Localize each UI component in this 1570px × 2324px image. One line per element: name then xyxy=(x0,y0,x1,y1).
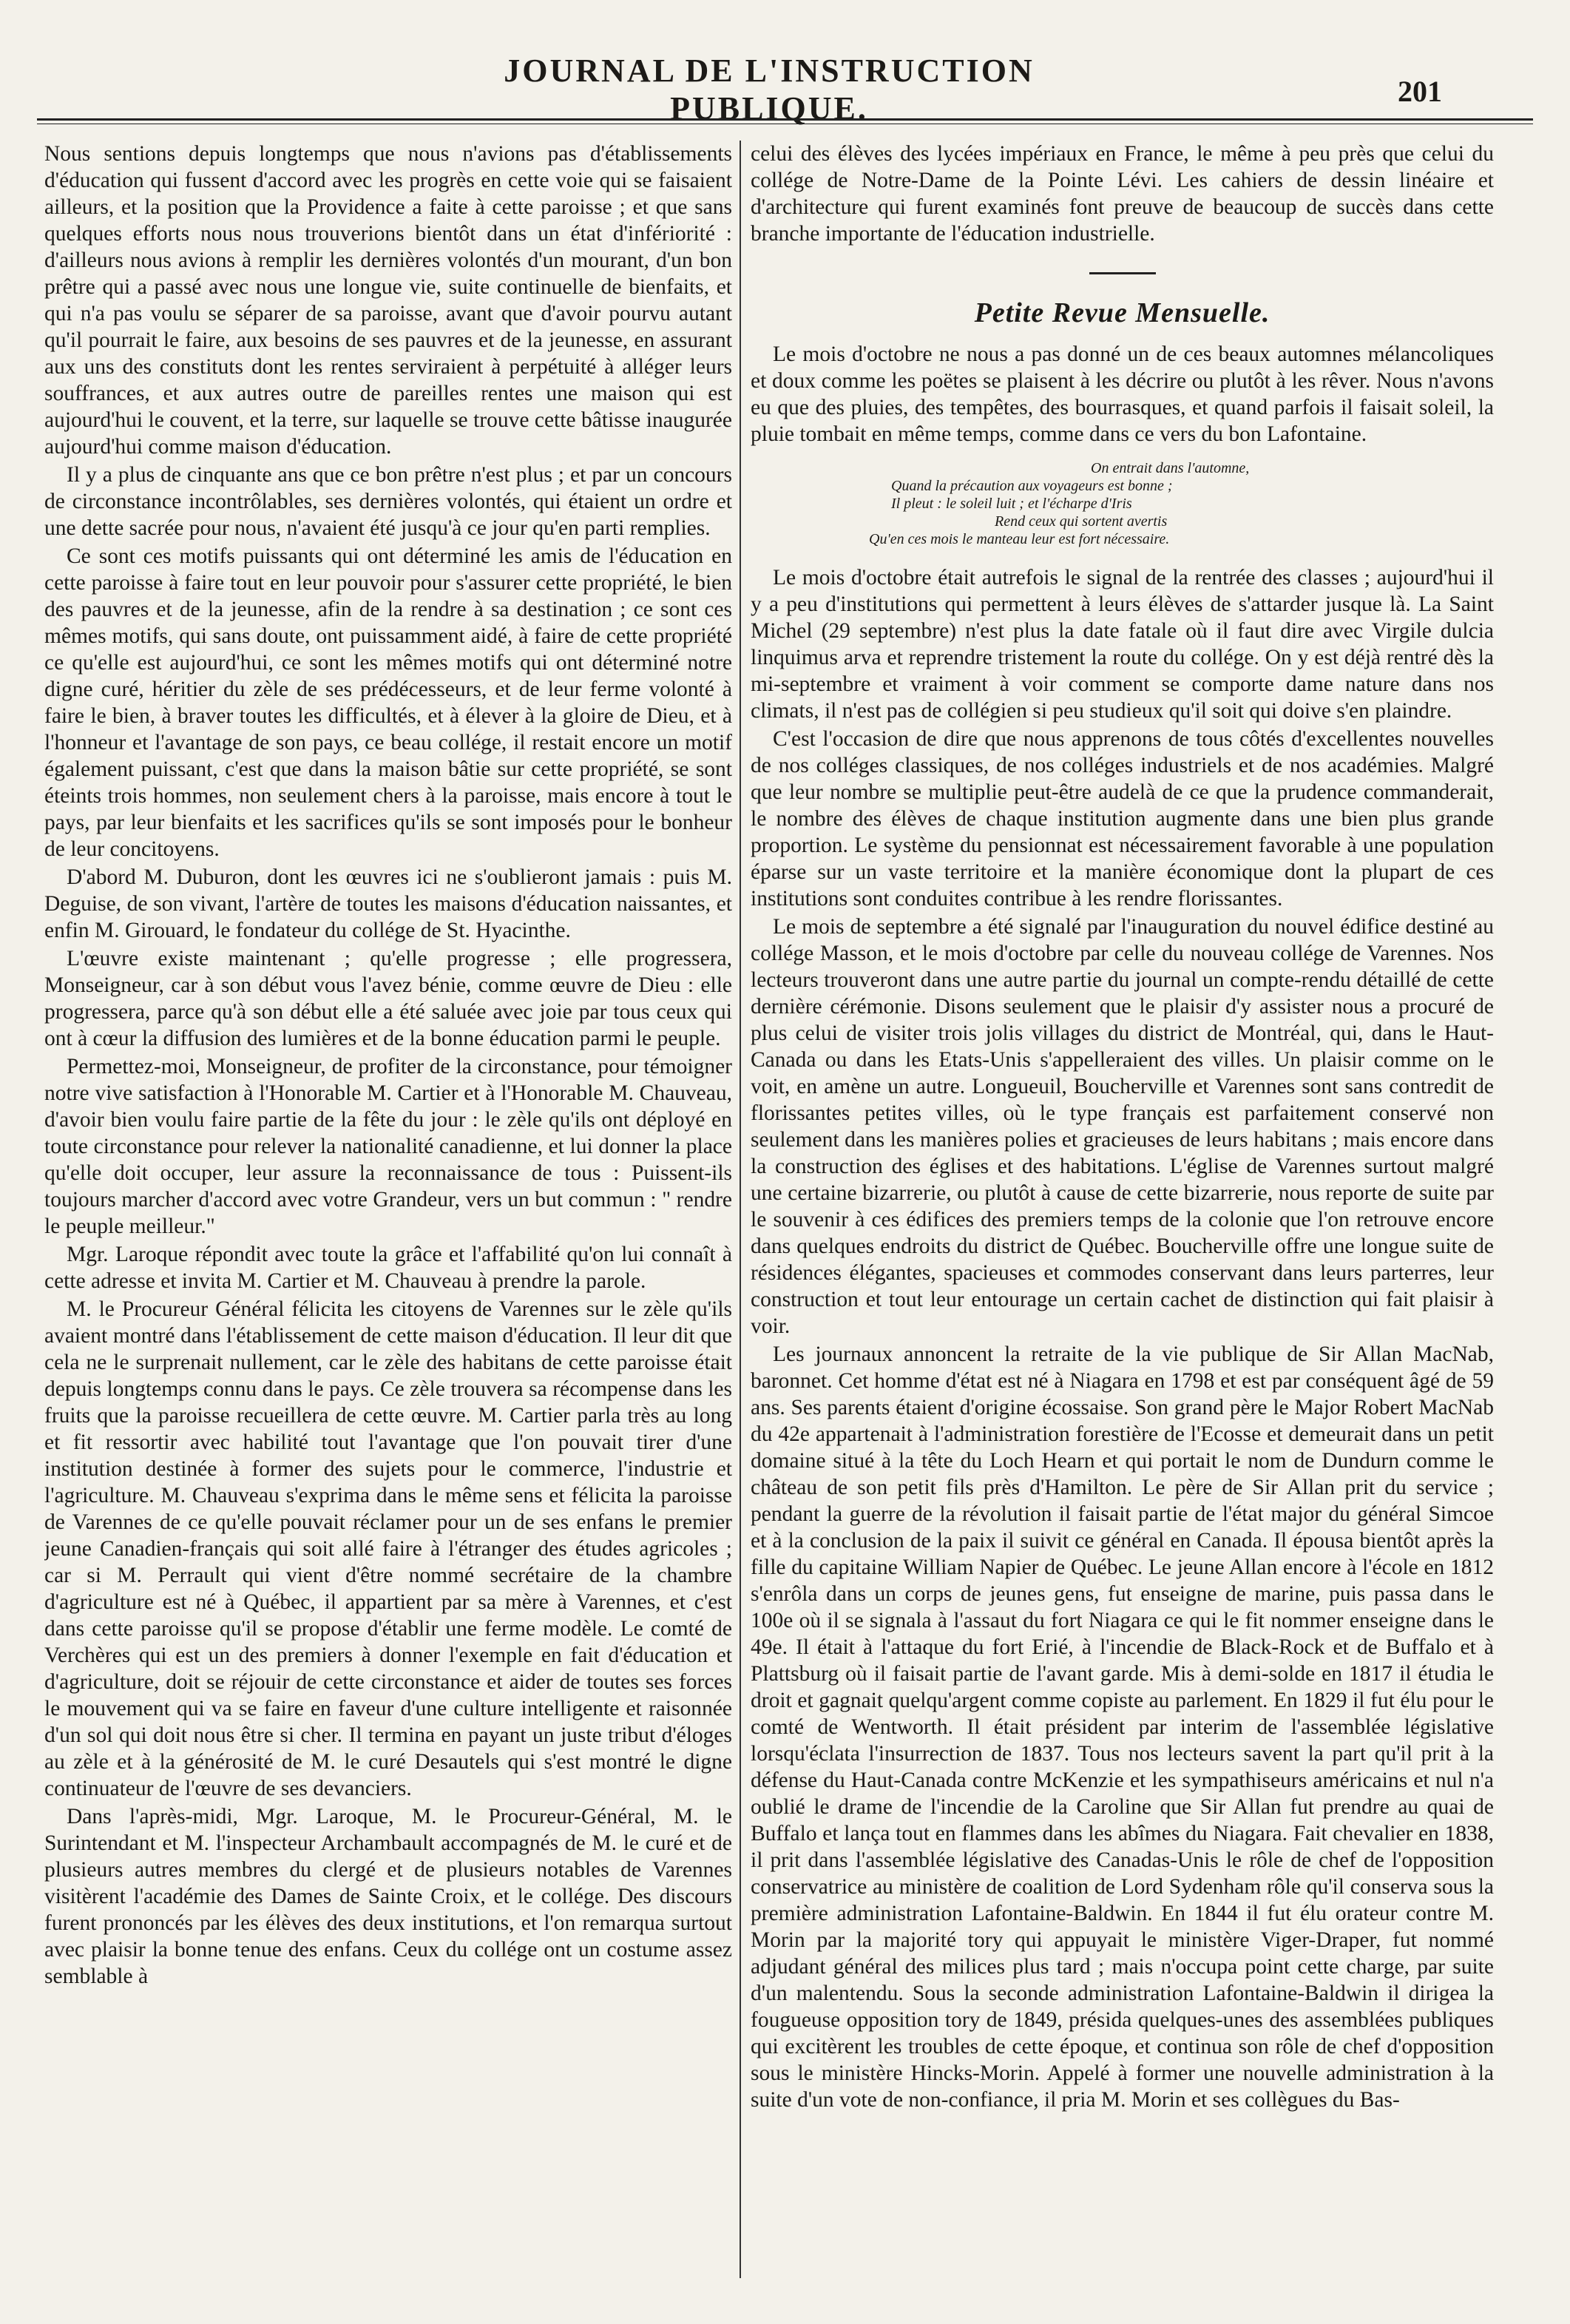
paragraph: celui des élèves des lycées impériaux en France, le même à peu près que celui du collége de Notre-Dame de la Pointe Lévi. Les cahiers de dessin linéaire et d'architecture qui furent examinés font preuve de beaucoup de succès dans cette branche importante de l'éducation industrielle. xyxy=(751,142,1494,246)
paragraph: Les journaux annoncent la retraite de la vie publique de Sir Allan MacNab, baronnet. Cet homme d'état est né à Niagara en 1798 et est par conséquent âgé de 59 ans. Ses parents étaient d'origine écossaise. Son grand père le Major Robert MacNab du 42e appartenait à l'administration forestière de l'Ecosse et demeurait dans un petit domaine situé à la tête du Loch Hearn et qui portait le nom de Dundurn comme le château de son petit fils près d'Hamilton. Le père de Sir Allan prit du service ; pendant la guerre de la révolution il faisait partie de l'état major du général Simcoe et à la conclusion de la paix il suivit ce général en Canada. Il épousa bientôt après la fille du capitaine William Napier de Québec. Le jeune Allan encore à l'école en 1812 s'enrôla dans un corps de jeunes gens, fut enseigne de marine, puis passa dans le 100e où il se signala à l'assaut du fort Niagara ce qui le fit nommer enseigne dans le 49e. Il était à l'attaque du fort Erié, à l'incendie de Black-Rock et de Buffalo et à Plattsburg où il faisait partie de l'avant garde. Mis à demi-solde en 1817 il étudia le droit et gagnait quelqu'argent comme copiste au parlement. En 1829 il fut élu pour le comté de Wentworth. Il était président par interim de l'assemblée législative lorsqu'éclata l'insurrection de 1837. Tous nos lecteurs savent la part qu'il prit à la défense du Haut-Canada contre McKenzie et les sympathiseurs américains et nul n'a oublié le drame de l'incendie de la Caroline que Sir Allan fut prendre au quai de Buffalo et lança tout en flammes dans les abîmes du Niagara. Fait chevalier en 1838, il prit dans l'assemblée législative des Canadas-Unis le rôle de chef de l'opposition conservatrice au ministère de coalition de Lord Sydenham rôle qu'il conserva sous la première administration Lafontaine-Baldwin. En 1844 il fut élu orateur contre M. Morin par la majorité tory qui appuyait le ministère Viger-Draper, fut nommé adjudant général des milices plus tard ; mais n'occupa point cette charge, par suite d'un malentendu. Sous la seconde administration Lafontaine-Baldwin il dirigea la fougueuse opposition tory de 1849, présida quelques-unes des assemblées publiques qui excitèrent les troubles de cette époque, et continua son rôle de chef d'opposition sous le ministère Hincks-Morin. Appelé à former une nouvelle administration à la suite d'un vote de non-confiance, il pria M. Morin et ses collègues du Bas- xyxy=(751,1342,1494,2112)
paragraph: Dans l'après-midi, Mgr. Laroque, M. le Procureur-Général, M. le Surintendant et M. l'inspecteur Archambault accompagnés de M. le curé et de plusieurs autres membres du clergé et de plusieurs notables de Varennes visitèrent l'académie des Dames de Sainte Croix, et le collége. Des discours furent prononcés par les élèves des deux institutions, et l'on remarqua surtout avec plaisir la bonne tenue des enfans. Ceux du collége ont un costume assez semblable à xyxy=(44,1805,732,1988)
header-rule xyxy=(37,118,1533,124)
right-column xyxy=(751,141,1494,2300)
paragraph: L'œuvre existe maintenant ; qu'elle progresse ; elle progressera, Monseigneur, car à son début vous l'avez bénie, comme œuvre de Dieu : elle progressera, parce qu'à son début elle a été saluée avec joie par tous ceux qui ont à cœur la diffusion des lumières et de la bonne éducation parmi le peuple. xyxy=(44,947,732,1050)
paragraph: D'abord M. Duburon, dont les œuvres ici ne s'oublieront jamais : puis M. Deguise, de son vivant, l'artère de toutes les maisons d'éducation naissantes, et enfin M. Girouard, le fondateur du collége de St. Hyacinthe. xyxy=(44,865,732,942)
left-column xyxy=(44,141,732,2300)
page-number: 201 xyxy=(1398,75,1442,108)
poem-line: On entrait dans l'automne, xyxy=(1091,460,1250,476)
running-title: JOURNAL DE L'INSTRUCTION PUBLIQUE. xyxy=(504,53,1035,126)
paragraph: Mgr. Laroque répondit avec toute la grâce et l'affabilité qu'on lui connaît à cette adresse et invita M. Cartier et M. Chauveau à prendre la parole. xyxy=(44,1243,732,1293)
poem-line: Qu'en ces mois le manteau leur est fort nécessaire. xyxy=(869,531,1170,547)
paragraph: Le mois d'octobre était autrefois le signal de la rentrée des classes ; aujourd'hui il y a peu d'institutions qui permettent à leurs élèves de s'attarder jusque là. La Saint Michel (29 septembre) n'est plus la date fatale où il faut dire avec Virgile dulcia linquimus arva et reprendre tristement la route du collége. On y est déjà rentré dès la mi-septembre et vraiment à voir comment se comporte dame nature dans nos climats, il n'est pas de collégien si peu studieux qu'il soit qui doive s'en plaindre. xyxy=(751,566,1494,723)
paragraph: Le mois de septembre a été signalé par l'inauguration du nouvel édifice destiné au collége Masson, et le mois d'octobre par celle du nouveau collége de Varennes. Nos lecteurs trouveront dans une autre partie du journal un compte-rendu détaillé de cette dernière cérémonie. Disons seulement que le plaisir d'y assister nous a procuré de plus celui de visiter trois jolis villages du district de Montréal, qui, dans le Haut-Canada ou dans les Etats-Unis s'appelleraient des villes. Un plaisir comme on le voit, en amène un autre. Longueuil, Boucherville et Varennes sont sans contredit de florissantes petites villes, où le type français est parfaitement conservé non seulement dans les manières polies et gracieuses de leurs habitans ; mais encore dans la construction des églises et des habitations. L'église de Varennes surtout malgré une certaine bizarrerie, ou plutôt à cause de cette bizarrerie, nous reporte de suite par le souvenir à ces édifices des premiers temps de la colonie que l'on retrouve encore dans quelques endroits du district de Québec. Boucherville offre une longue suite de résidences élégantes, spacieuses et commodes conservant dans leurs parterres, leur construction et tout leur entourage un certain cachet de distinction qui fait plaisir à voir. xyxy=(751,915,1494,1338)
section-divider xyxy=(1089,272,1156,274)
poem-line: Rend ceux qui sortent avertis xyxy=(995,513,1168,530)
poem-line: Quand la précaution aux voyageurs est bonne ; xyxy=(891,478,1173,494)
paragraph: C'est l'occasion de dire que nous apprenons de tous côtés d'excellentes nouvelles de nos colléges classiques, de nos colléges industriels et de nos académies. Malgré que leur nombre se multiplie peut-être audelà de ce que la prudence commanderait, le nombre des élèves de chaque institution augmente dans une bien plus grande proportion. Le système du pensionnat est nécessairement favorable à une population éparse sur un vaste territoire et la manière économique dont la plupart de ces institutions sont conduites contribue à les rendre florissantes. xyxy=(751,727,1494,911)
paragraph: Nous sentions depuis longtemps que nous n'avions pas d'établissements d'éducation qui fussent d'accord avec les progrès en cette voie qui se faisaient ailleurs, et la position que la Providence a faite à cette paroisse ; et que sans quelques efforts nous nous trouverions bientôt dans un état d'infériorité : d'ailleurs nous avions à remplir les dernières volontés d'un mourant, d'un bon prêtre qui a passé avec nous une longue vie, suite continuelle de bienfaits, et qui n'a pas voulu se séparer de sa paroisse, avant que d'avoir pourvu autant qu'il pourrait le faire, aux besoins de ses pauvres et de la jeunesse, en assurant aux uns des constituts dont les rentes serviraient à perpétuité à alléger leurs souffrances, et aux autres outre de pareilles rentes une maison qui est aujourd'hui le couvent, et la terre, sur laquelle se trouve cette bâtisse inaugurée aujourd'hui comme maison d'éducation. xyxy=(44,142,732,459)
poem-line: Il pleut : le soleil luit ; et l'écharpe d'Iris xyxy=(891,496,1132,512)
poem-quote xyxy=(832,459,1494,548)
paragraph: Le mois d'octobre ne nous a pas donné un de ces beaux automnes mélancoliques et doux comme les poëtes se plaisent à les décrire ou plutôt à les rêver. Nous n'avons eu que des pluies, des tempêtes, des bourrasques, et quand parfois il faisait soleil, la pluie tombait en même temps, comme dans ce vers du bon Lafontaine. xyxy=(751,342,1494,446)
page-header xyxy=(0,52,1570,126)
column-divider xyxy=(740,141,741,2278)
paragraph: Il y a plus de cinquante ans que ce bon prêtre n'est plus ; et par un concours de circonstance incontrôlables, ses dernières volontés, qui étaient un ordre et une dette sacrée pour nous, n'avaient été jusqu'à ce jour qu'en parti remplies. xyxy=(44,463,732,540)
section-title: Petite Revue Mensuelle. xyxy=(974,297,1270,328)
paragraph: Ce sont ces motifs puissants qui ont déterminé les amis de l'éducation en cette paroisse à faire tout en leur pouvoir pour s'assurer cette propriété, le bien des pauvres et de la jeunesse, afin de la rendre à sa destination ; ce sont ces mêmes motifs, qui sans doute, ont puissamment aidé, à faire de cette propriété ce qu'elle est aujourd'hui, ce sont les mêmes motifs qui ont déterminé notre digne curé, héritier du zèle de ses prédécesseurs, et de leur ferme volonté à faire le bien, à braver toutes les difficultés, et à élever à la gloire de Dieu, et à l'honneur et l'avantage de son pays, ce beau collége, il restait encore un motif également puissant, c'est que dans la maison bâtie sur cette propriété, se sont éteints trois hommes, non seulement chers à la paroisse, mais encore à tout le pays, par leur bienfaits et les sacrifices qu'ils se sont imposés pour le bonheur de leur concitoyens. xyxy=(44,544,732,861)
paragraph: Permettez-moi, Monseigneur, de profiter de la circonstance, pour témoigner notre vive satisfaction à l'Honorable M. Cartier et à l'Honorable M. Chauveau, d'avoir bien voulu faire partie de la fête du jour : le zèle qu'ils ont déployé en toute circonstance pour relever la nationalité canadienne, et lui donner la place qu'elle doit occuper, leur assure la reconnaissance de tous : Puissent-ils toujours marcher d'accord avec votre Grandeur, vers un but commun : " rendre le peuple meilleur." xyxy=(44,1055,732,1238)
paragraph: M. le Procureur Général félicita les citoyens de Varennes sur le zèle qu'ils avaient montré dans l'établissement de cette maison d'éducation. Il leur dit que cela ne le surprenait nullement, car le zèle des habitans de cette paroisse était depuis longtemps connu dans le pays. Ce zèle trouvera sa récompense dans les fruits que la paroisse recueillera de cette œuvre. M. Cartier parla très au long et fit ressortir avec habilité tout l'avantage que l'on pouvait tirer d'une institution destinée à former des sujets pour le commerce, l'industrie et l'agriculture. M. Chauveau s'exprima dans le même sens et félicita la paroisse de Varennes de ce qu'elle pouvait réclamer pour un de ses enfans le premier jeune Canadien-français qui soit allé faire à l'étranger des études agricoles ; car si M. Perrault qui vient d'être nommé secrétaire de la chambre d'agriculture est né à Québec, il appartient par sa mère à Varennes, et c'est dans cette paroisse qu'il se propose d'établir une ferme modèle. Le comté de Verchères qui est un des premiers à donner l'exemple en fait d'éducation et d'agriculture, doit se réjouir de cette circonstance et aider de toutes ses forces le mouvement qui va se faire en faveur d'une culture intelligente et raisonnée d'un sol qui doit nous être si cher. Il termina en payant un juste tribut d'éloges au zèle et à la générosité de M. le curé Desautels qui s'est montré le digne continuateur de l'œuvre de ses devanciers. xyxy=(44,1297,732,1800)
